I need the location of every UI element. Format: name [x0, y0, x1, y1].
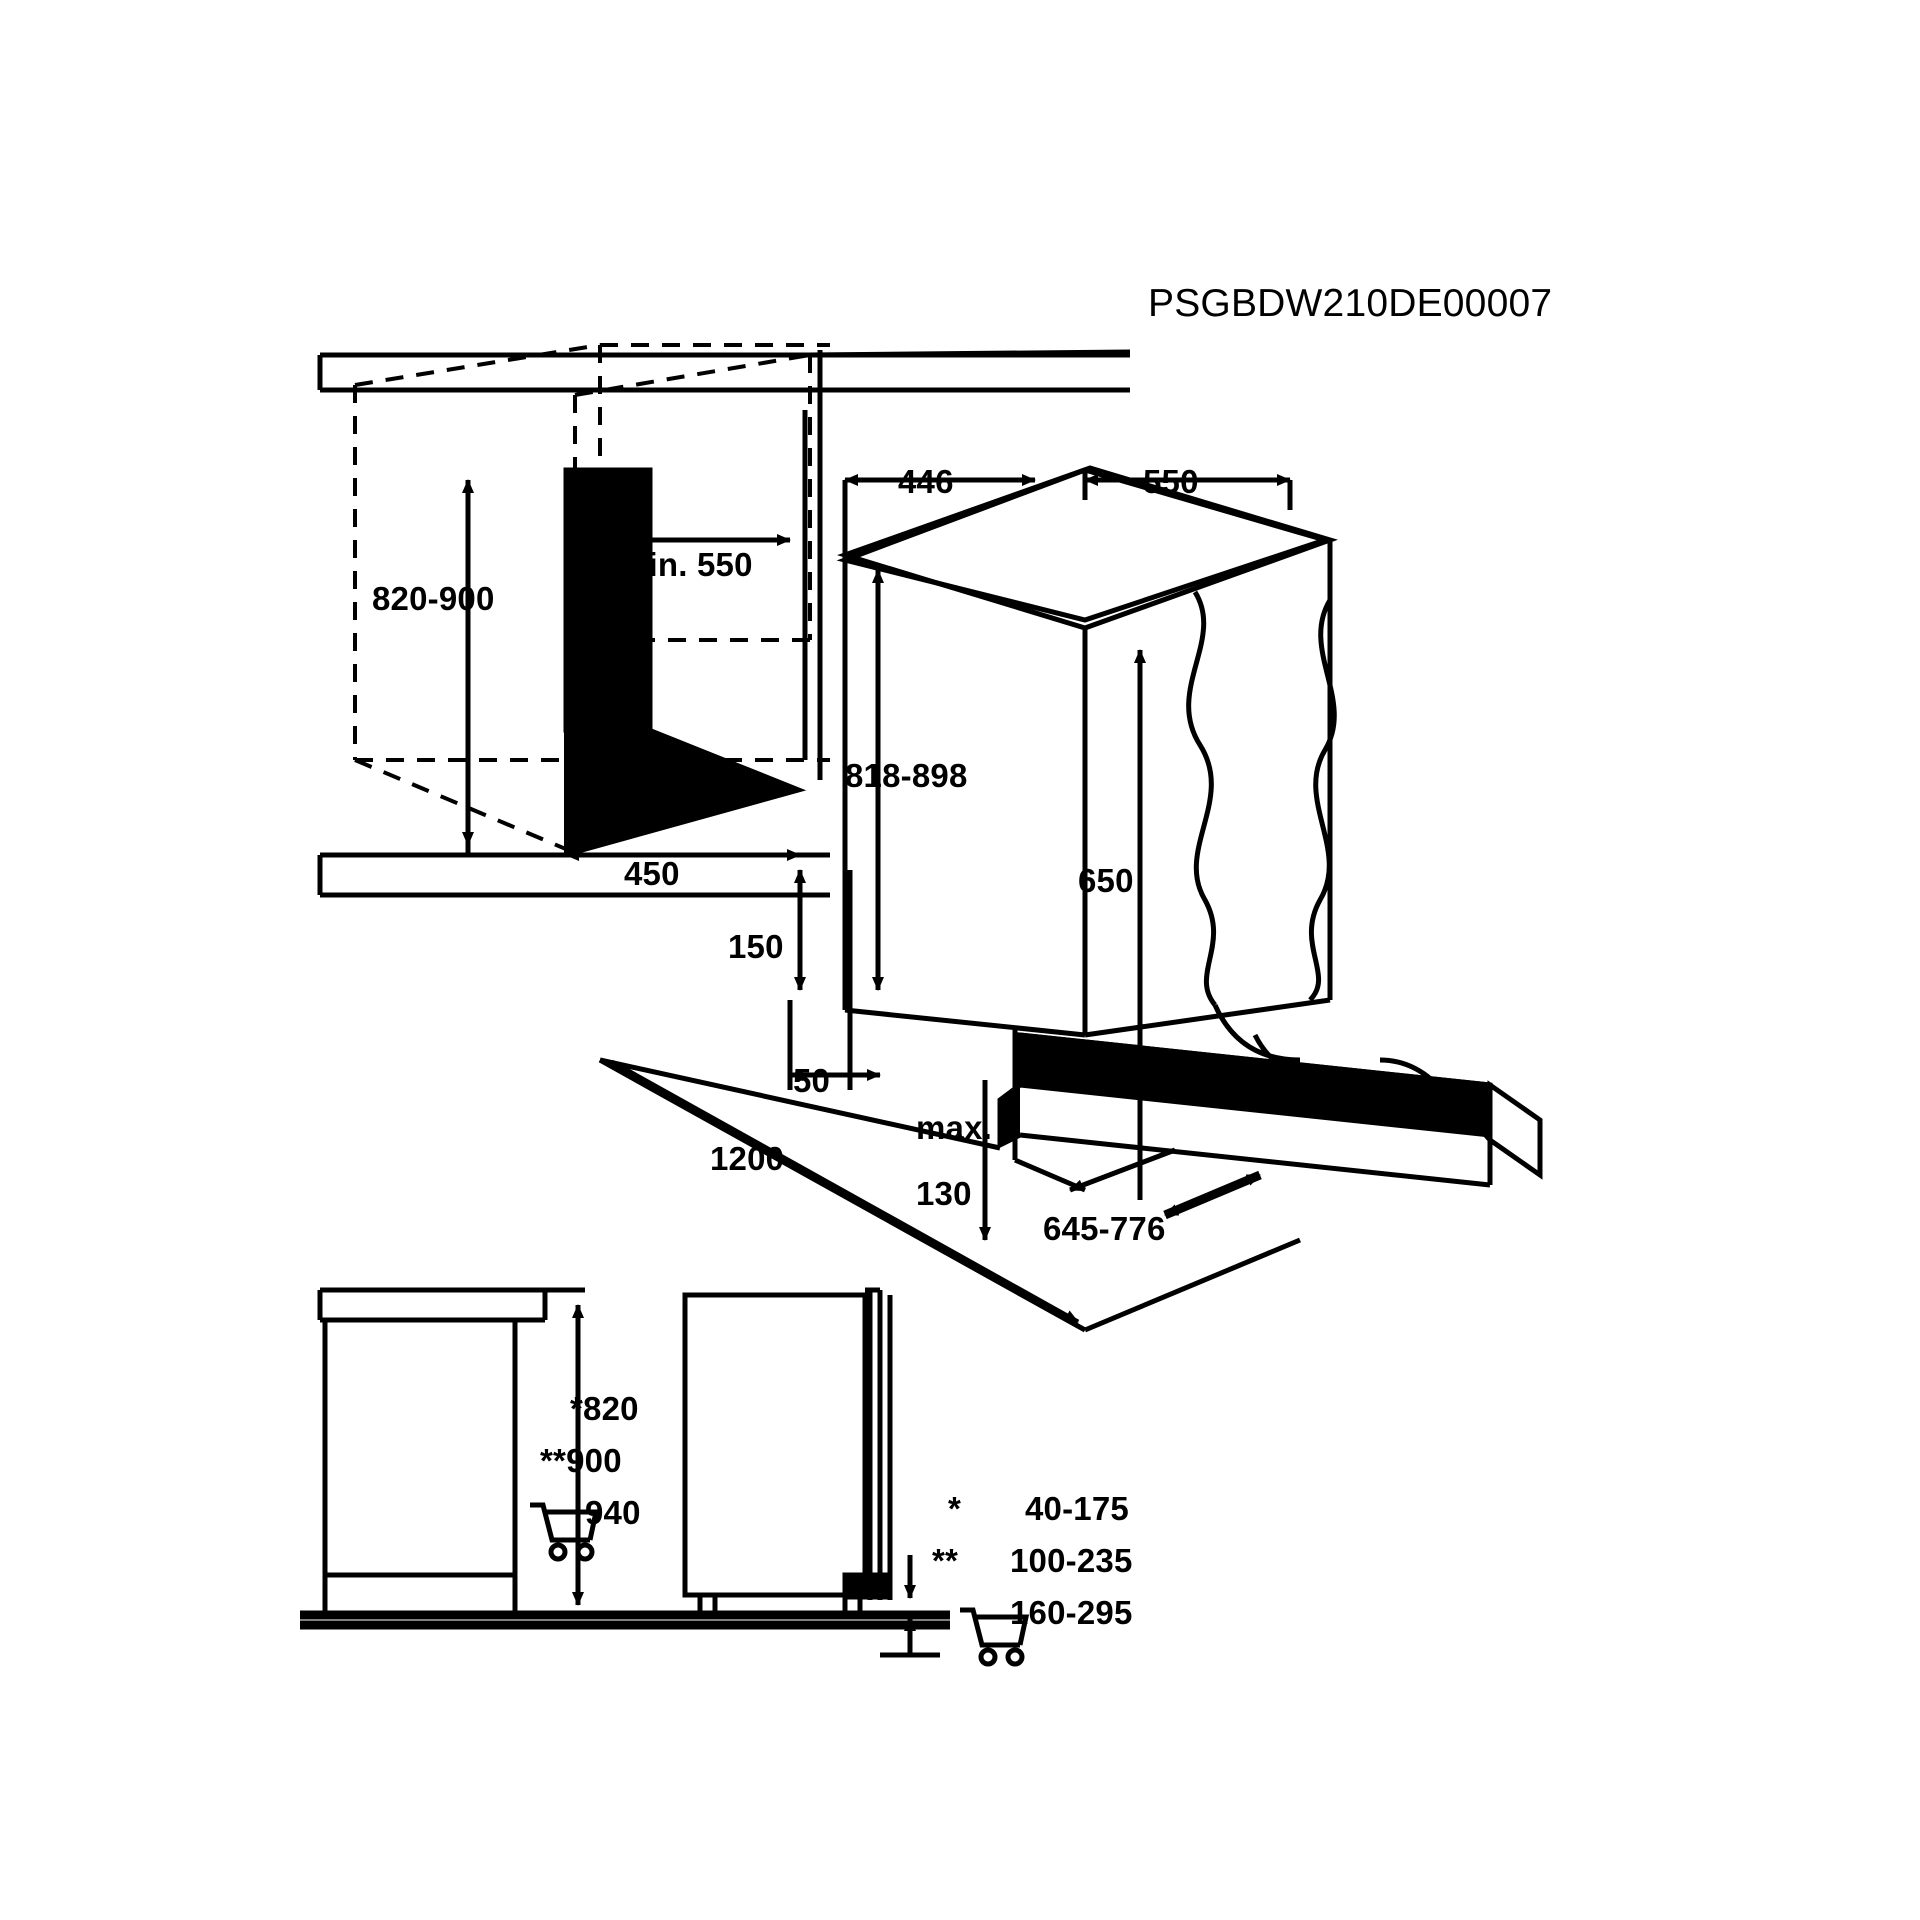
dim-min-depth: min. 550	[619, 546, 753, 583]
dim-door-panel-height: 645-776	[1043, 1210, 1166, 1247]
dim-foot-offset: 50	[793, 1062, 831, 1099]
legend-star-symbol: *	[948, 1490, 962, 1527]
dim-niche-height: 820-900	[372, 580, 495, 617]
dim-max-plinth-value: 130	[916, 1175, 972, 1212]
legend-doublestar-value: 100-235	[1010, 1542, 1133, 1579]
dim-door-width: 450	[624, 855, 680, 892]
drawing-code: PSGBDW210DE00007	[1148, 282, 1553, 325]
dim-top-rear: 550	[1143, 463, 1199, 500]
legend-doublestar-symbol: **	[932, 1542, 959, 1579]
dim-cable-reach: 1200	[710, 1140, 785, 1177]
legend-star-value: 40-175	[1025, 1490, 1129, 1527]
dim-height-star: *820	[570, 1390, 639, 1427]
legend-cart-value: 160-295	[1010, 1594, 1133, 1631]
dim-top-front: 446	[898, 463, 954, 500]
dim-height-cart: 940	[585, 1494, 641, 1531]
dim-appliance-height: 818-898	[845, 757, 968, 794]
dim-hose-height: 650	[1078, 862, 1134, 899]
dim-max-plinth-label: max.	[916, 1109, 993, 1146]
dim-plinth-offset: 150	[728, 928, 784, 965]
dim-height-doublestar: **900	[540, 1442, 622, 1479]
